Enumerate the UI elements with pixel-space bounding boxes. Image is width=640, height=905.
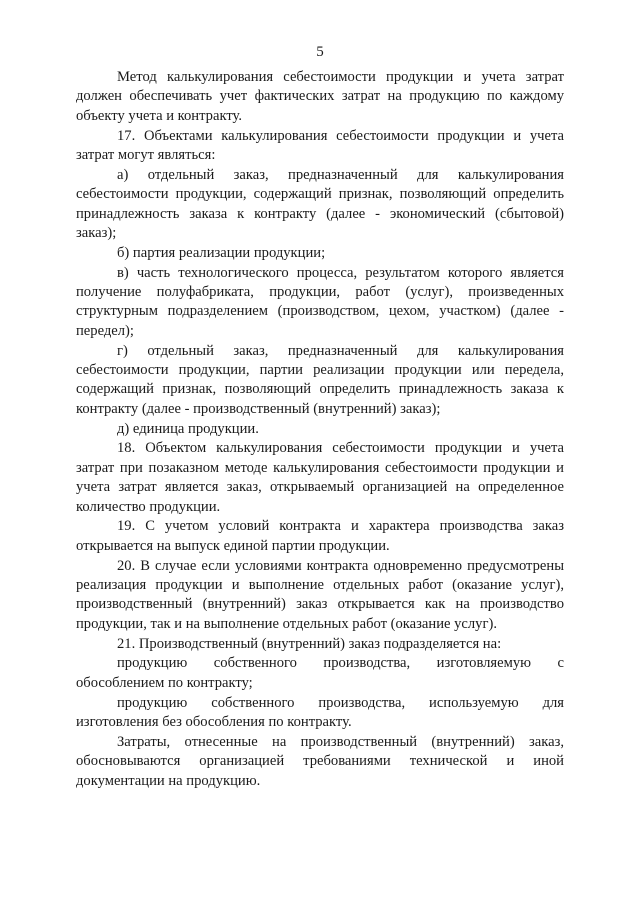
paragraph-19: 19. С учетом условий контракта и характера производства заказ открывается на выпуск единой партии продукции.: [76, 518, 564, 554]
paragraph-20: 20. В случае если условиями контракта одновременно предусмотрены реализация продукции и выполнение отдельных работ (оказание услуг), производственный (внутренний) заказ открывается как на производство продукции, так и на выполнение отдельных работ (оказание услуг).: [76, 557, 564, 632]
paragraph-21-item-1: продукцию собственного производства, изготовляемую с обособлением по контракту;: [76, 655, 564, 691]
paragraph-17-a: а) отдельный заказ, предназначенный для калькулирования себестоимости продукции, содержащий признак, позволяющий определить принадлежность заказа к контракту (далее - экономический (сбытовой) заказ);: [76, 166, 564, 242]
paragraph-costs: Затраты, отнесенные на производственный (внутренний) заказ, обосновываются организацией требованиями технической и иной документации на продукцию.: [76, 733, 564, 789]
paragraph-method: Метод калькулирования себестоимости продукции и учета затрат должен обеспечивать учет фактических затрат на продукцию по каждому объекту учета и контракту.: [76, 69, 564, 124]
paragraph-21-item-2: продукцию собственного производства, используемую для изготовления без обособления по контракту.: [76, 694, 564, 731]
paragraph-21: 21. Производственный (внутренний) заказ подразделяется на:: [117, 635, 502, 652]
paragraph-17-c: в) часть технологического процесса, результатом которого является получение полуфабриката, продукции, работ (услуг), произведенных структурным подразделением (производством, цехом, участком) (далее - передел);: [76, 264, 564, 339]
paragraph-17-b: б) партия реализации продукции;: [117, 244, 326, 261]
paragraph-17-e: д) единица продукции.: [117, 420, 259, 437]
paragraph-18: 18. Объектом калькулирования себестоимости продукции и учета затрат при позаказном методе калькулирования себестоимости продукции и учета затрат является заказ, открываемый организацией на определенное количество продукции.: [76, 440, 564, 515]
paragraph-17: 17. Объектами калькулирования себестоимости продукции и учета затрат могут являться:: [76, 127, 564, 164]
page-number: 5: [316, 44, 324, 60]
document-body: [76, 68, 564, 791]
paragraph-17-d: г) отдельный заказ, предназначенный для калькулирования себестоимости продукции, партии реализации продукции или передела, содержащий признак, позволяющий определить принадлежность заказа к контракту (далее - производственный (внутренний) заказ);: [76, 342, 564, 417]
